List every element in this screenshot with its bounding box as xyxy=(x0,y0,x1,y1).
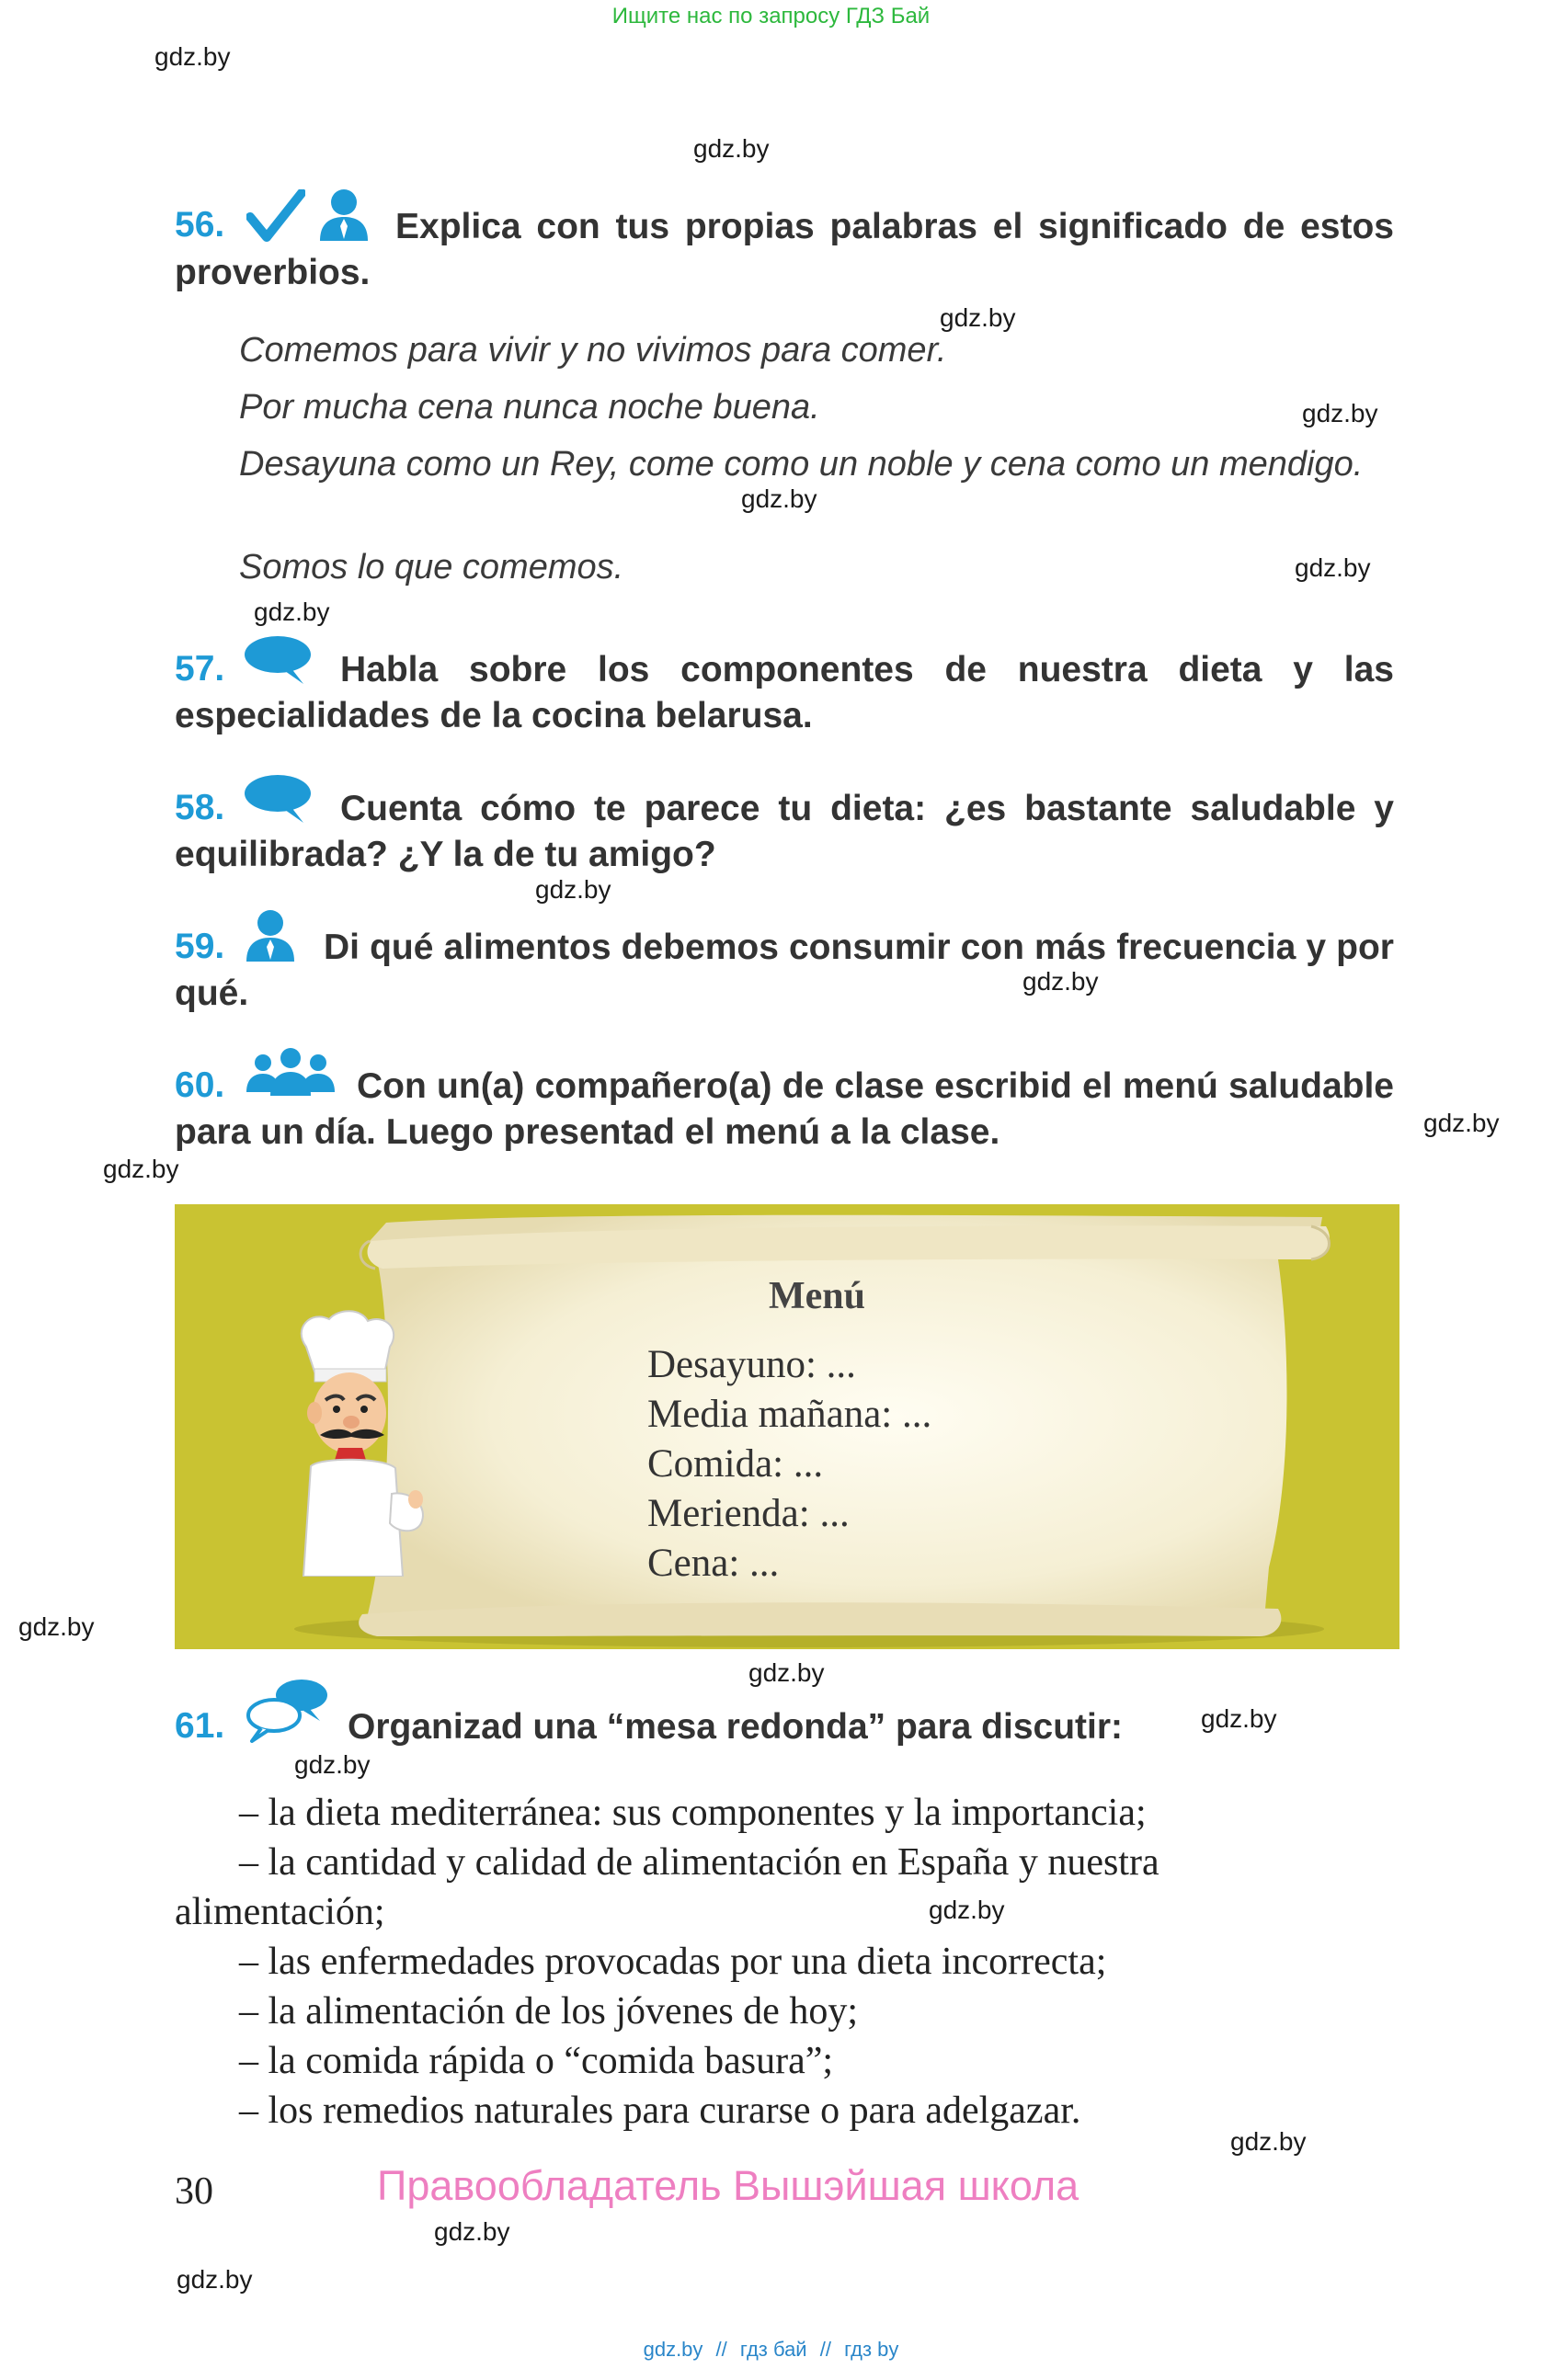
watermark: gdz.by xyxy=(154,42,231,71)
watermark: gdz.by xyxy=(741,484,817,513)
watermark: gdz.by xyxy=(294,1750,371,1779)
watermark: gdz.by xyxy=(929,1896,1005,1924)
footer-separator: // xyxy=(819,2338,831,2361)
proverb-4: Somos lo que comemos. xyxy=(239,548,624,586)
exercise-59-number: 59. xyxy=(175,927,225,966)
exercise-57-number: 57. xyxy=(175,649,225,689)
exercise-60-text: Con un(a) compañero(a) de clase escribid el menú saludable para un día. Luego presentad el menú a la clase. xyxy=(175,1066,1394,1152)
exercise-57-text: Habla sobre los componentes de nuestra dieta y las especialidades de la cocina belarusa. xyxy=(175,650,1394,735)
footer-link-gdz-by-alt[interactable]: гдз by xyxy=(844,2338,899,2361)
watermark: gdz.by xyxy=(1295,553,1371,582)
watermark: gdz.by xyxy=(18,1612,95,1641)
copyright-notice: Правообладатель Вышэйшая школа xyxy=(377,2162,1079,2209)
watermark: gdz.by xyxy=(1230,2127,1307,2156)
two-speech-bubbles-icon xyxy=(245,1677,331,1748)
discussion-item-continuation: alimentación; xyxy=(175,1891,385,1933)
watermark: gdz.by xyxy=(177,2265,253,2294)
discussion-item: – los remedios naturales para curarse o para adelgazar. xyxy=(239,2090,1081,2132)
top-banner[interactable]: Ищите нас по запросу ГДЗ Бай xyxy=(611,4,931,28)
discussion-item: – la comida rápida o “comida basura”; xyxy=(239,2040,834,2082)
watermark: gdz.by xyxy=(693,134,770,163)
exercise-58-text: Cuenta cómo te parece tu dieta: ¿es bastante saludable y equilibrada? ¿Y la de tu amigo? xyxy=(175,789,1394,874)
exercise-56-number: 56. xyxy=(175,205,225,245)
exercise-61-text: Organizad una “mesa redonda” para discutir: xyxy=(348,1707,1124,1747)
footer-link-gdz-by[interactable]: gdz.by xyxy=(643,2338,703,2361)
footer-links xyxy=(0,2338,1542,2362)
watermark: gdz.by xyxy=(748,1658,825,1687)
exercise-58-number: 58. xyxy=(175,788,225,827)
exercise-61-number: 61. xyxy=(175,1706,225,1746)
proverb-1: Comemos para vivir y no vivimos para comer. xyxy=(239,331,947,370)
watermark: gdz.by xyxy=(434,2217,510,2246)
chef-illustration xyxy=(283,1310,430,1581)
page-number: 30 xyxy=(175,2170,213,2213)
footer-separator: // xyxy=(715,2338,727,2361)
watermark: gdz.by xyxy=(103,1155,179,1183)
watermark: gdz.by xyxy=(1423,1109,1500,1137)
menu-line-desayuno: Desayuno: ... xyxy=(647,1343,856,1386)
watermark: gdz.by xyxy=(1022,967,1099,996)
menu-line-comida: Comida: ... xyxy=(647,1442,824,1486)
footer-link-gdz-bai[interactable]: гдз бай xyxy=(739,2338,807,2361)
exercise-59-text: Di qué alimentos debemos consumir con más frecuencia y por qué. xyxy=(175,928,1394,1013)
menu-title: Menú xyxy=(769,1275,865,1317)
proverb-2: Por mucha cena nunca noche buena. xyxy=(239,388,820,427)
discussion-item: – las enfermedades provocadas por una dieta incorrecta; xyxy=(239,1941,1107,1983)
watermark: gdz.by xyxy=(1302,399,1378,427)
exercise-60-number: 60. xyxy=(175,1065,225,1105)
watermark: gdz.by xyxy=(254,598,330,626)
discussion-item: – la cantidad y calidad de alimentación en España y nuestra xyxy=(239,1841,1159,1884)
watermark: gdz.by xyxy=(535,875,611,904)
watermark: gdz.by xyxy=(940,303,1016,332)
menu-illustration xyxy=(175,1204,1399,1649)
menu-line-merienda: Merienda: ... xyxy=(647,1492,850,1535)
discussion-item: – la alimentación de los jóvenes de hoy; xyxy=(239,1990,858,2033)
exercise-56-text: Explica con tus propias palabras el significado de estos proverbios. xyxy=(175,207,1394,292)
watermark: gdz.by xyxy=(1201,1704,1277,1733)
menu-line-cena: Cena: ... xyxy=(647,1542,780,1585)
proverb-3: Desayuna como un Rey, come como un noble y cena como un mendigo. xyxy=(239,445,1364,484)
menu-line-media-manana: Media mañana: ... xyxy=(647,1393,932,1436)
discussion-item: – la dieta mediterránea: sus componentes y la importancia; xyxy=(239,1792,1147,1834)
